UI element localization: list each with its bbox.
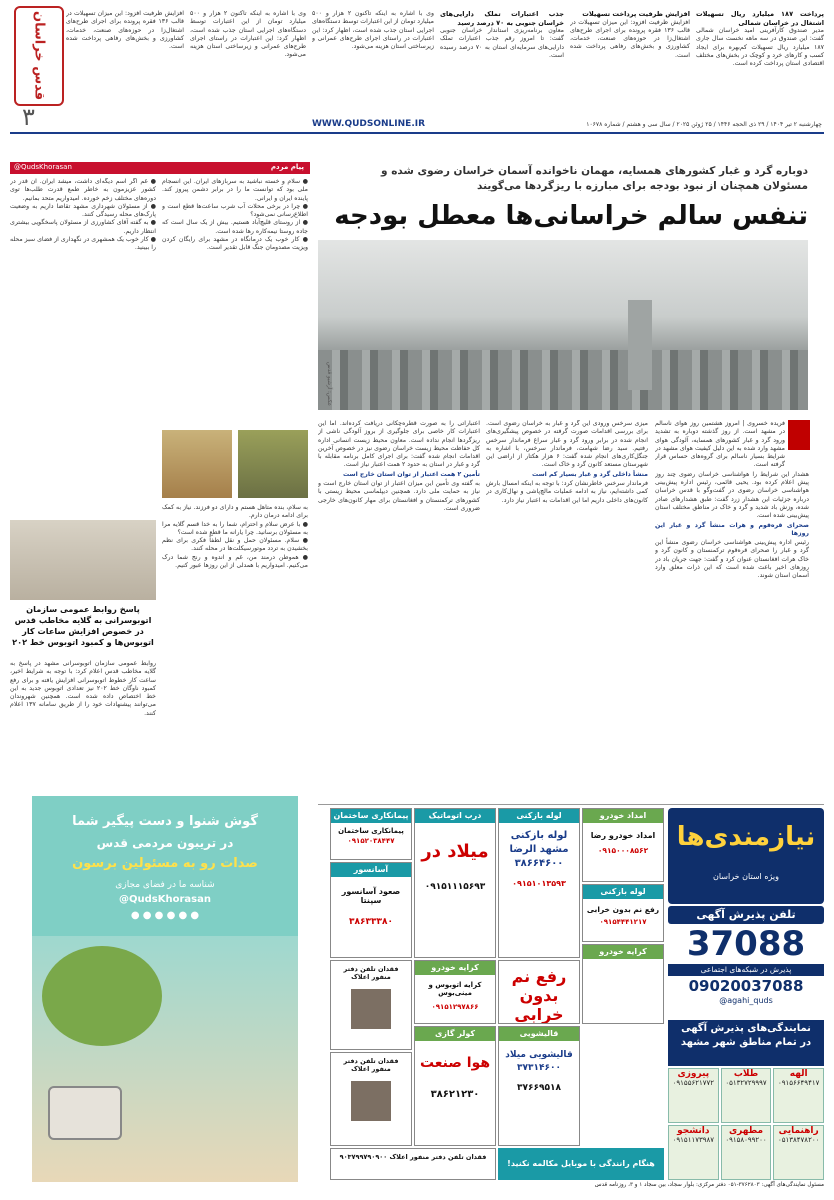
social-line4: شناسه ما در فضای مجازی bbox=[115, 880, 215, 890]
page-number: ۳ bbox=[22, 103, 35, 131]
main-col2 bbox=[486, 420, 648, 800]
bus-illustration bbox=[48, 1086, 122, 1140]
ad-notice-1: فقدان تلفن دفتر منفور اعلاک bbox=[330, 960, 412, 1050]
col3b-paragraph: به گفته وی تأمین این میزان اعتبار از توان استان خارج است و نیاز به حمایت ملی دارد. همچنین دیپلماسی محیط زیستی با کشورهای ترکمنستان و افغانستان برای مهار کانون‌های خارجی ضروری است. bbox=[318, 480, 480, 512]
rep-card: الهه ۰۹۱۵۶۶۴۹۴۱۷ bbox=[773, 1068, 824, 1123]
accept-handle[interactable]: @agahi_quds bbox=[719, 996, 773, 1005]
ad-peymankari[interactable]: پیمانکاری ساختمان پیمانکاری ساختمان ۰۹۱۵۲۰۳۸۴۴۷ bbox=[330, 808, 412, 860]
tree-illustration bbox=[42, 946, 162, 1046]
tower bbox=[628, 300, 652, 390]
subhead-3: تأمین ۲ همت اعتبار از توان استان خارج است bbox=[342, 470, 480, 478]
main-kicker: دوباره گرد و غبار کشورهای همسایه، مهمان ناخوانده آسمان خراسان رضوی شده و مسئولان همچنان از نبود بودجه برای مبارزه با ریزگردها می‌گویند bbox=[381, 165, 808, 192]
bus-story-title: پاسخ روابط عمومی سازمان اتوبوسرانی به گلایه مخاطب قدس در خصوص افزایش ساعات کار اتوبوس‌ها و کمبود اتوبوس خط ۲۰۲ bbox=[12, 604, 154, 647]
header-divider bbox=[10, 132, 824, 134]
site-url[interactable]: WWW.QUDSONLINE.IR bbox=[312, 119, 426, 129]
rep-card: راهنمایی ۰۵۱۳۸۴۷۸۲۰۰ bbox=[773, 1125, 824, 1180]
lead-paragraph: فریده خسروی | امروز هشتمین روز هوای ناسالم در مشهد است. از روز گذشته دوباره به تشدید ورود گرد و غبار کشورهای همسایه، آلودگی هوای مشهد وارد شده به این دلیل کیفیت هوای مشهد در شرایط بسیار ناسالم برای گروه‌های حساس قرار گرفته است. bbox=[655, 420, 785, 469]
people-story-mid: به سلام، بنده متأهل هستم و دارای دو فرزند. نیاز به کمک برای ادامه درمان دارم. ● با عرض سلام و احترام، شما را به خدا قسم گلایه مرا به مسئولان برسانید. چرا یارانه ما قطع شده است؟ ● سلام. مسئولان حمل و نقل لطفاً فکری برای نظم بخشیدن به تردد موتورسیکلت‌ها در محله کنند. ● هموطن درمند من، غم و اندوه و رنج شما درک می‌کنیم. امیدواریم با همدلی از این روزها عبور کنیم. bbox=[162, 504, 308, 570]
ads-footer: مسئول نمایندگی‌های آگهی: ۳۷۶۲۸۰۳-۰۵۱ دفتر مرکزی: بلوار سجاد، بین سجاد ۱ و ۳، روزنامه قدس bbox=[594, 1182, 824, 1188]
subhead-2: منشأ داخلی گرد و غبار بسیار کم است bbox=[532, 470, 648, 478]
photo-caption: عکس: آرشیو قدس bbox=[326, 361, 332, 406]
brief-2: افزایش ظرفیت پرداخت تسهیلات افزایش ظرفیت افزود: این میزان تسهیلات در قالب ۱۳۶ فقره پرونده برای اجرای طرح‌های اشتغال‌زا در حوزه‌های صنعت، خدمات، کشاورزی و بخش‌های رفاهی پرداخت شده است. bbox=[570, 10, 690, 59]
ad-rafe-nam[interactable]: رفع نم بدون خرابی bbox=[498, 960, 580, 1024]
col1b-paragraph: رئیس اداره پیش‌بینی هواشناسی خراسان رضوی منشأ این گرد و غبار را صحرای قره‌قوم ترکمنستان و کانون گرد و خاک هرات افغانستان عنوان کرد و گفت: جهت جریان باد در روزهای اخیر باعث شده است که این ذرات معلق وارد آسمان استان شوند. bbox=[655, 539, 809, 580]
social-handle[interactable]: @QudsKhorasan bbox=[119, 894, 211, 905]
ads-brand bbox=[668, 808, 824, 904]
ads-reps-title: نمایندگی‌های پذیرش آگهی در تمام مناطق شهر مشهد bbox=[668, 1020, 824, 1066]
col2b-paragraph: فرماندار سرخس خاطرنشان کرد: با توجه به اینکه امسال بارش کمی داشته‌ایم، نیاز به ادامه عملیات مالچ‌پاشی و نهال‌کاری در کانون‌های داخلی داریم اما این اقدامات به اعتبار نیاز دارد. bbox=[486, 480, 648, 504]
brief-5: وی با اشاره به اینکه تاکنون ۲ هزار و ۵۰۰ میلیارد تومان از این اعتبارات توسط دستگاه‌های اجرایی استان جذب شده است، اظهار کرد: این اعتبارات در راستای اجرای طرح‌های عمرانی و زیرساختی استان هزینه می‌شود. bbox=[190, 10, 306, 59]
accept-mobile[interactable]: 09020037088 bbox=[688, 977, 804, 995]
date-line: چهارشنبه ۲ تیر ۱۴۰۴ / ۲۹ ذی الحجه ۱۴۴۶ / ۲۵ ژوئن ۲۰۲۵ / سال سی و هشتم / شماره ۱۰۶۷۸ bbox=[586, 120, 822, 128]
ad-amdad-khodro[interactable]: امداد خودرو امداد خودرو رضا ۰۹۱۵۰۰۰۸۵۶۲ bbox=[582, 808, 664, 882]
people-handle[interactable]: @QudsKhorasan bbox=[14, 163, 72, 171]
notice-photo bbox=[351, 1081, 391, 1121]
main-headline: تنفس سالم خراسانی‌ها معطل بودجه bbox=[334, 201, 808, 231]
story-bottom-divider bbox=[318, 804, 824, 805]
brief-1: پرداخت ۱۸۷ میلیارد ریال تسهیلات اشتغال در خراسان شمالی مدیر صندوق کارآفرینی امید خراسان شمالی گفت: این صندوق در سه ماهه نخست سال جاری ۱۸۷ میلیارد ریال تسهیلات کم‌بهره برای ایجاد کسب و کارهای خرد و کوچک در بخش‌های مختلف اقتصادی استان پرداخت کرده است. bbox=[696, 10, 824, 68]
bus-photo bbox=[10, 520, 156, 600]
bus-story-body: روابط عمومی سازمان اتوبوسرانی مشهد در پاسخ به گلایه مخاطب قدس اعلام کرد: با توجه به شرایط اخیر، ساعت کار خطوط اتوبوسرانی افزایش یافته و برای رفع کمبود ناوگان خط ۲۰۲ نیز تعدادی اتوبوس جدید به این خط اختصاص داده شده است. همچنین شهروندان می‌توانند پیشنهادات خود را از طریق سامانه ۱۳۷ اعلام کنند. bbox=[10, 660, 156, 717]
social-line1: گوش شنوا و دست پیگیر شما bbox=[72, 814, 258, 829]
ad-lole-bazkoni-2[interactable]: لوله بازکنی رفع نم بدون خرابی ۰۹۱۵۴۴۴۱۲۱۷ bbox=[582, 884, 664, 942]
main-photo bbox=[318, 240, 808, 410]
ad-notice-2: فقدان تلفن دفتر منفور اعلاک bbox=[330, 1052, 412, 1146]
ad-kerayeh-khodro[interactable]: کرایه خودرو کرایه اتوبوس و مینی‌بوس ۰۹۱۵۱۲۹۷۸۶۶ bbox=[414, 960, 496, 1024]
ad-placeholder-green: کرایه خودرو bbox=[582, 944, 664, 1024]
rep-card: مطهری ۰۹۱۵۸۰۹۹۲۰۰ bbox=[721, 1125, 772, 1180]
social-line2: در تریبون مردمی قدس bbox=[96, 836, 234, 850]
rep-card: پیروزی ۰۹۱۵۵۶۲۱۷۷۲ bbox=[668, 1068, 719, 1123]
social-line3: صدات رو به مسئولین برسون bbox=[72, 856, 258, 871]
people-col-right: ● سلام و خسته نباشید به سربازهای ایران. این انسجام ملی بود که توانست ما را در برابر دشمن پیروز کند. پاینده ایران و ایرانی. ● چرا در برخی محلات آب شرب ساعت‌ها قطع است و اطلاع‌رسانی نمی‌شود؟ ● از روستای قلیچ‌آباد هستیم. بیش از یک سال است که جاده روستا نیمه‌کاره رها شده است. ● کار خوب یک درمانگاه در مشهد برای رایگان کردن ویزیت مصدومان جنگ قابل تقدیر است. bbox=[162, 178, 308, 252]
col3-paragraph: اعتباراتی را به صورت قطره‌چکانی دریافت کرده‌اند. اما این اعتبارات کار خاصی برای جلوگیری از بروز آلودگی ناشی از ریزگردها انجام نداده است. معاون محیط زیست انسانی اداره کل حفاظت محیط زیست خراسان رضوی نیز در خصوص آخرین اقدامات انجام شده گفت: برای اجرای کامل برنامه مقابله با گرد و غبار در استان به حدود ۲ همت اعتبار نیاز است. bbox=[318, 420, 480, 469]
rep-card: طلاب ۰۵۱۳۲۷۲۹۹۹۷ bbox=[721, 1068, 772, 1123]
rep-card: دانشجو ۰۹۱۵۱۱۷۳۹۸۷ bbox=[668, 1125, 719, 1180]
main-col3 bbox=[318, 420, 480, 800]
ads-brand-sub: ویژه استان خراسان bbox=[712, 872, 780, 881]
brief-3: جذب اعتبارات تملک دارایی‌های خراسان جنوبی به ۷۰ درصد رسید معاون برنامه‌ریزی استاندار خراسان جنوبی گفت: تا امروز رقم جذب اعتبارات تملک دارایی‌های سرمایه‌ای استان به ۷۰ درصد رسیده است. bbox=[440, 10, 564, 59]
ads-reps-grid bbox=[668, 1068, 824, 1180]
people-photo-1 bbox=[162, 430, 232, 498]
notice-photo bbox=[351, 989, 391, 1029]
ad-lole-bazkoni-1[interactable]: لوله بازکنی لوله بازکنی مشهد الرضا ۳۸۶۶۴۶۰۰ ۰۹۱۵۱۰۱۳۵۹۳ bbox=[498, 808, 580, 958]
ad-coler-gazi[interactable]: کولر گازی هوا صنعت ۳۸۶۲۱۲۳۰ bbox=[414, 1026, 496, 1146]
accept-sub: پذیرش در شبکه‌های اجتماعی bbox=[668, 964, 824, 976]
people-col-left: ● غم اگر اسم دیگه‌ای داشت، میشد ایران. آن قدر در کشور عزیزمون به خاطر طمع قدرت طلب‌ها توی دوره‌های مختلف زخم خورده. امیدواریم متحد بمانیم. ● از مسئولان شهرداری مشهد تقاضا داریم به وضعیت پارک‌های محله رسیدگی کنند. ● به گفته آقای کشاورزی از مسئولان پاسخگویی بیشتری انتظار داریم. ● کار خوب یک همشهری در نگهداری از فضای سبز محله را ببینید. bbox=[10, 178, 156, 252]
social-ad bbox=[32, 796, 298, 1182]
col1-paragraph: هشدار این شرایط را هواشناسی خراسان رضوی چند روز پیش اعلام کرده بود. یحیی قائمی، رئیس اداره پیش‌بینی هواشناسی خراسان رضوی در گفت‌وگو با قدس خراسان درباره جزئیات این هشدار زرد گفت: طبق هشدارهای صادر شده، وزش باد شدید و گرد و خاک در مناطق مختلف استان پیش‌بینی شده است. bbox=[655, 470, 809, 520]
accept-phone[interactable]: 37088 bbox=[686, 924, 806, 964]
ad-darb-automatic[interactable]: درب اتوماتیک میلاد در ۰۹۱۵۱۱۱۵۶۹۳ bbox=[414, 808, 496, 958]
brief-4: وی با اشاره به اینکه تاکنون ۲ هزار و ۵۰۰ میلیارد تومان از این اعتبارات توسط دستگاه‌های اجرایی استان جذب شده است، اظهار کرد: این اعتبارات در راستای اجرای طرح‌های عمرانی و زیرساختی استان هزینه می‌شود. bbox=[312, 10, 434, 51]
subhead-1: صحرای قره‌قوم و هرات منشأ گرد و غبار این روزها bbox=[655, 521, 809, 537]
people-head: پیام مردم bbox=[270, 163, 304, 171]
brief-4-extra bbox=[66, 10, 306, 110]
city-skyline bbox=[318, 350, 808, 410]
main-col1 bbox=[655, 420, 809, 800]
ad-asansor[interactable]: آسانسور صعود آسانسور سپنتا ۳۸۶۳۳۳۸۰ bbox=[330, 862, 412, 958]
people-column-head bbox=[10, 162, 310, 174]
accept-title: تلفن پذیرش آگهی bbox=[668, 906, 824, 924]
social-icons: ● ● ● ● ● ● bbox=[130, 910, 200, 921]
ad-ghalishooee[interactable]: قالیشویی قالیشویی میلاد ۳۷۳۱۴۶۰۰ ۳۷۶۶۹۵۱۸ bbox=[498, 1026, 580, 1146]
ad-phone-notice: فقدان تلفن دفتر منفور اعلاک ۹۰۳۷۹۹۷۹۰۹۰۰ bbox=[330, 1148, 496, 1180]
ads-brand-title: نیازمندی‌ها bbox=[676, 822, 816, 852]
ads-accept-box bbox=[668, 906, 824, 1018]
date-band bbox=[312, 118, 822, 130]
ads-bottom-note: هنگام رانندگی با موبایل مکالمه نکنید! bbox=[498, 1148, 664, 1180]
top-briefs bbox=[312, 10, 824, 114]
newspaper-logo: قدس خراسان bbox=[14, 6, 64, 106]
people-photo-2 bbox=[238, 430, 308, 498]
brief-6: افزایش ظرفیت افزود: این میزان تسهیلات در قالب ۱۳۶ فقره پرونده برای اجرای طرح‌های اشتغال‌زا در حوزه‌های صنعت، خدمات، کشاورزی و بخش‌های رفاهی پرداخت شده است. bbox=[66, 10, 184, 51]
col2-paragraph: میزی سرخس ورودی این گرد و غبار به خراسان رضوی است. برای بررسی اقدامات صورت گرفته در خصوص پیشگیری‌های انجام شده در برابر ورود گرد و غبار سراغ فرماندار سرخس رفتیم. سید رضا شهامت، فرماندار سرخس، با اشاره به جنگل‌کاری‌های انجام شده گفت: ۶ هزار هکتار از اراضی این شهرستان مستعد کانون گرد و خاک است. bbox=[486, 420, 648, 469]
